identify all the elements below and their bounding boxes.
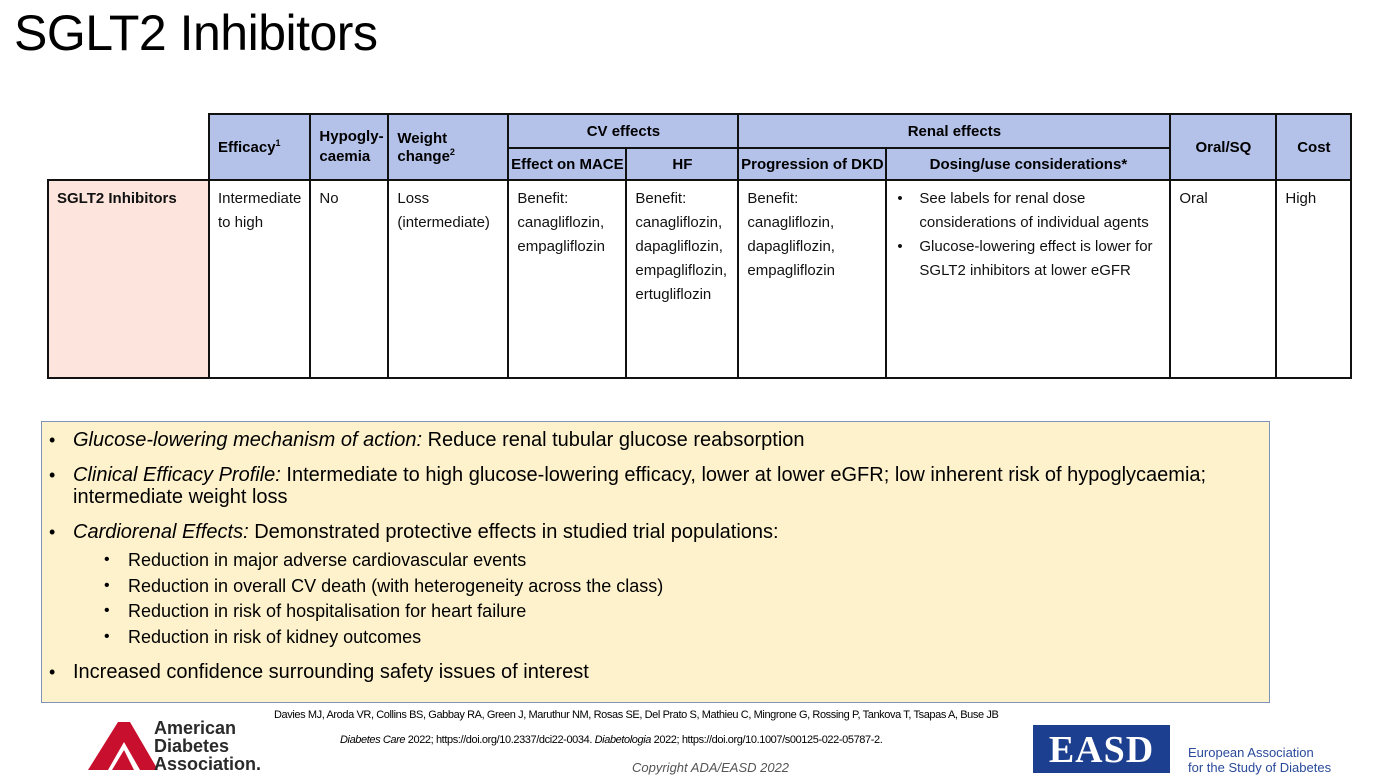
- cell-hypoglycaemia: No: [310, 180, 388, 378]
- sub-bullet: • Reduction in risk of kidney outcomes: [128, 626, 421, 648]
- summary-box: [41, 421, 1270, 703]
- sglt2-table: [47, 113, 1352, 379]
- header-efficacy: Efficacy$^1$: [209, 114, 310, 180]
- dosing-item: • Glucose-lowering effect is lower for SGLT2 inhibitors at lower eGFR: [919, 235, 1161, 283]
- header-dkd: Progression of DKD: [738, 148, 886, 180]
- bullet-safety: • Increased confidence surrounding safety issues of interest: [73, 661, 1229, 683]
- row-label: SGLT2 Inhibitors: [48, 180, 209, 378]
- header-mace: Effect on MACE: [508, 148, 626, 180]
- sub-bullet: • Reduction in major adverse cardiovascular events: [128, 549, 526, 571]
- cell-oral: Oral: [1170, 180, 1276, 378]
- header-weight-change: Weight change$^2$: [388, 114, 508, 180]
- cell-weight: Loss (intermediate): [388, 180, 508, 378]
- cell-dkd: Benefit: canagliflozin, dapagliflozin, empagliflozin: [738, 180, 886, 378]
- bullet-mechanism: • Glucose-lowering mechanism of action: Reduce renal tubular glucose reabsorption: [73, 429, 1229, 451]
- page-title: SGLT2 Inhibitors: [14, 5, 378, 61]
- bullet-efficacy: • Clinical Efficacy Profile: Intermediate to high glucose-lowering efficacy, lower at lower eGFR; low inherent risk of hypoglycaemia; intermediate weight loss: [73, 464, 1229, 508]
- cell-mace: Benefit: canagliflozin, empagliflozin: [508, 180, 626, 378]
- dosing-item: • See labels for renal dose considerations of individual agents: [919, 187, 1161, 235]
- easd-logo: EASD: [1033, 725, 1170, 773]
- copyright: Copyright ADA/EASD 2022: [632, 760, 790, 775]
- reference-authors: Davies MJ, Aroda VR, Collins BS, Gabbay RA, Green J, Maruthur NM, Rosas SE, Del Prato S, Mathieu C, Mingrone G, Rossing P, Tankova T, Tsapas A, Buse JB: [274, 709, 999, 721]
- header-hypoglycaemia: Hypogly- caemia: [310, 114, 388, 180]
- ada-logo-text: American Diabetes Association.: [154, 718, 262, 774]
- cell-efficacy: Intermediate to high: [209, 180, 310, 378]
- sub-bullet: • Reduction in overall CV death (with heterogeneity across the class): [128, 575, 663, 597]
- empty-corner: [48, 114, 209, 180]
- easd-logo-text: European Association for the Study of Diabetes: [1188, 745, 1332, 775]
- cell-hf: Benefit: canagliflozin, dapagliflozin, empagliflozin, ertugliflozin: [626, 180, 738, 378]
- header-cost: Cost: [1276, 114, 1351, 180]
- sub-bullet: • Reduction in risk of hospitalisation for heart failure: [128, 600, 526, 622]
- cell-dosing: [886, 180, 1170, 378]
- header-dosing: Dosing/use considerations*: [886, 148, 1170, 180]
- header-cv-effects: CV effects: [508, 114, 738, 148]
- header-renal-effects: Renal effects: [738, 114, 1170, 148]
- header-hf: HF: [626, 148, 738, 180]
- header-oral-sq: Oral/SQ: [1170, 114, 1276, 180]
- cell-cost: High: [1276, 180, 1351, 378]
- reference-citation: Diabetes Care 2022; https://doi.org/10.2337/dci22-0034. Diabetologia 2022; https://doi.org/10.1007/s00125-022-05787-2.: [340, 734, 883, 746]
- bullet-cardiorenal: • Cardiorenal Effects: Demonstrated protective effects in studied trial populations:: [73, 521, 1229, 543]
